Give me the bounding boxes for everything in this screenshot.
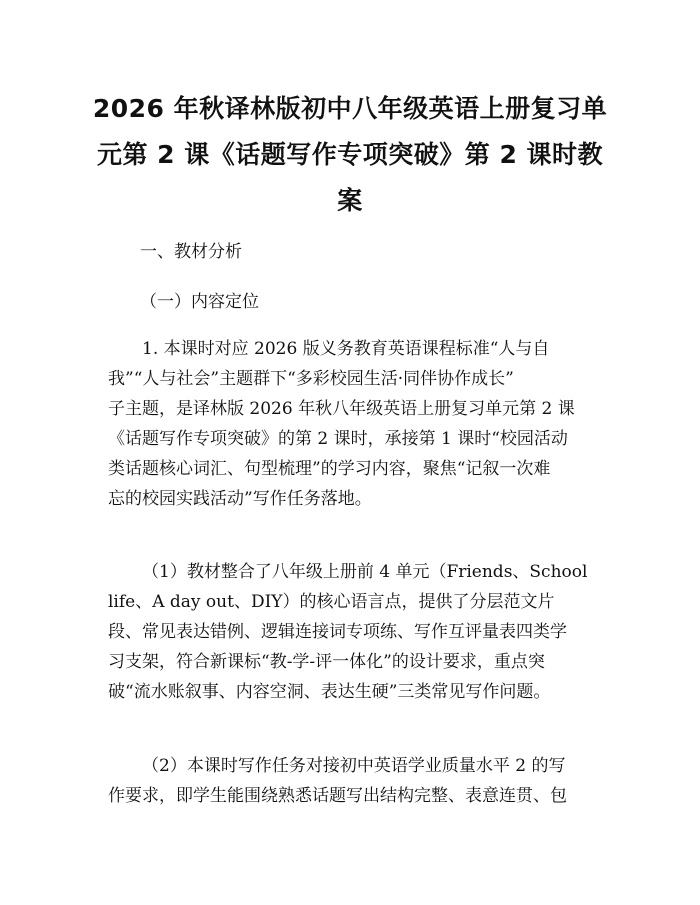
paragraph-2 bbox=[108, 557, 598, 707]
paragraph-1-line-2: 我”“人与社会”主题群下“多彩校园生活·同伴协作成长” bbox=[108, 369, 514, 389]
paragraph-1-line-3: 子主题，是译林版 2026 年秋八年级英语上册复习单元第 2 课 bbox=[108, 399, 575, 419]
paragraph-2-line-5: 破“流水账叙事、内容空洞、表达生硬”三类常见写作问题。 bbox=[108, 682, 551, 702]
paragraph-1-line-6: 忘的校园实践活动”写作任务落地。 bbox=[108, 489, 372, 509]
paragraph-3-line-1: （2）本课时写作任务对接初中英语学业质量水平 2 的写 bbox=[142, 756, 566, 776]
document-title bbox=[92, 86, 608, 224]
paragraph-2-line-4: 习支架，符合新课标“教-学-评一体化”的设计要求，重点突 bbox=[108, 652, 545, 672]
paragraph-1-line-4: 《话题写作专项突破》的第 2 课时，承接第 1 课时“校园活动 bbox=[108, 429, 568, 449]
paragraph-2-line-3: 段、常见表达错例、逻辑连接词专项练、写作互评量表四类学 bbox=[108, 622, 567, 642]
paragraph-1-line-5: 类话题核心词汇、句型梳理”的学习内容，聚焦“记叙一次难 bbox=[108, 459, 551, 479]
paragraph-1-line-1: 1. 本课时对应 2026 版义务教育英语课程标准“人与自 bbox=[142, 339, 550, 359]
paragraph-2-line-2: life、A day out、DIY）的核心语言点，提供了分层范文片 bbox=[108, 592, 555, 612]
title-line-3: 案 bbox=[337, 186, 363, 215]
paragraph-2-line-1: （1）教材整合了八年级上册前 4 单元（Friends、School bbox=[142, 562, 588, 582]
title-line-1: 2026 年秋译林版初中八年级英语上册复习单 bbox=[92, 94, 608, 123]
paragraph-3-line-2: 作要求，即学生能围绕熟悉话题写出结构完整、表意连贯、包 bbox=[108, 786, 567, 806]
title-line-2: 元第 2 课《话题写作专项突破》第 2 课时教 bbox=[96, 140, 604, 169]
paragraph-3 bbox=[108, 751, 598, 811]
paragraph-1 bbox=[108, 334, 598, 514]
section-heading-textbook-analysis: 一、教材分析 bbox=[140, 242, 242, 262]
subsection-heading-content-positioning: （一）内容定位 bbox=[140, 292, 259, 312]
